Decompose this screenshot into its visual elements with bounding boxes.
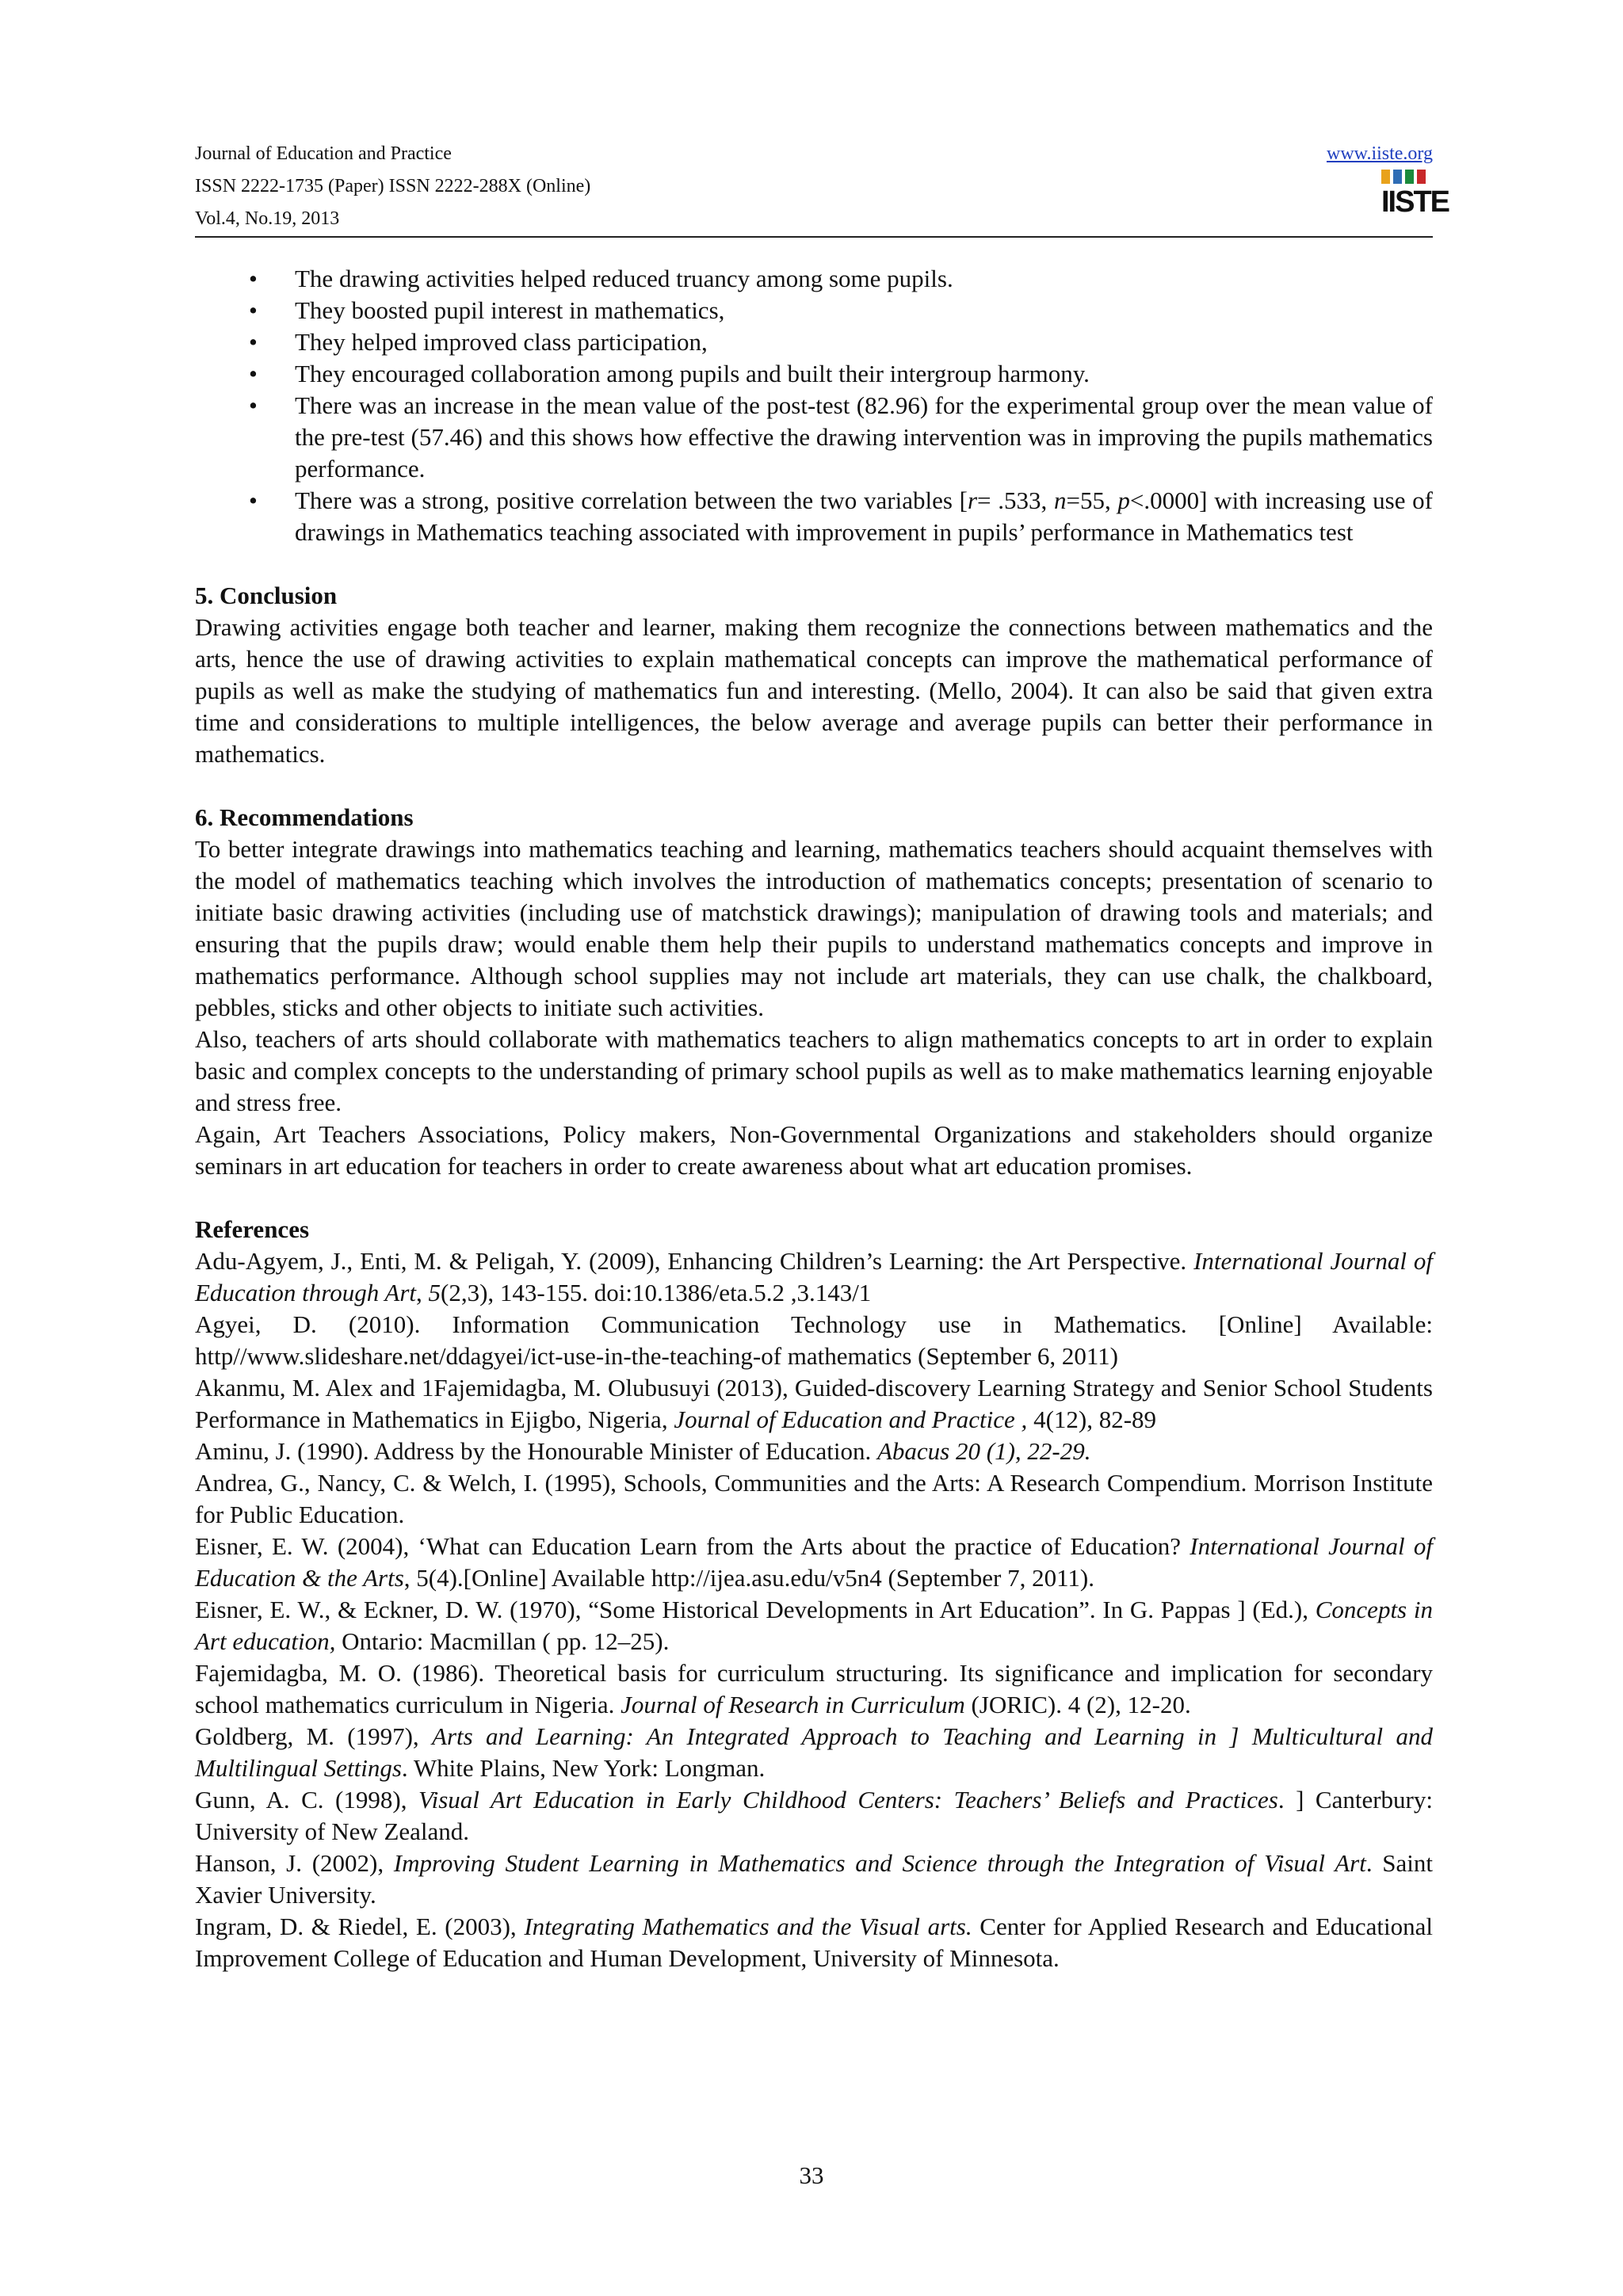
website-link[interactable]: www.iiste.org <box>1327 143 1433 164</box>
conclusion-heading: 5. Conclusion <box>195 582 338 609</box>
list-item: • There was an increase in the mean value of the post-test (82.96) for the experimental group over the mean value of the pre-test (57.46) and this shows how effective the drawing intervention was in improving the pupils mathematics performance. <box>249 391 1433 482</box>
reference-item: Hanson, J. (2002), Improving Student Learning in Mathematics and Science through the Integration of Visual Art. Saint Xavier University. <box>195 1849 1433 1909</box>
list-item: • They boosted pupil interest in mathematics, <box>249 296 725 324</box>
journal-volume: Vol.4, No.19, 2013 <box>195 208 340 229</box>
findings-list <box>195 263 1433 548</box>
recommendations-paragraph: To better integrate drawings into mathematics teaching and learning, mathematics teachers should acquaint themselves with the model of mathematics teaching which involves the introduction of mathematics concepts; presentation of scenario to initiate basic drawing activities (including use of matchstick drawings); manipulation of drawing tools and materials; and ensuring that the pupils draw; would enable them help their pupils to understand mathematics concepts and improve in mathematics performance. Although school supplies may not include art materials, they can use chalk, the chalkboard, pebbles, sticks and other objects to initiate such activities. <box>195 835 1433 1021</box>
journal-title: Journal of Education and Practice <box>195 143 452 164</box>
list-item: • They encouraged collaboration among pupils and built their intergroup harmony. <box>249 360 1090 387</box>
page-content <box>195 263 1433 1974</box>
iiste-logo <box>1381 170 1449 225</box>
reference-item: Eisner, E. W., & Eckner, D. W. (1970), “Some Historical Developments in Art Education”. In G. Pappas ] (Ed.), Concepts in Art education, Ontario: Macmillan ( pp. 12–25). <box>195 1596 1433 1655</box>
page-number: 33 <box>799 2161 824 2189</box>
reference-item: Goldberg, M. (1997), Arts and Learning: An Integrated Approach to Teaching and Learning in ] Multicultural and Multilingual Settings. White Plains, New York: Longman. <box>195 1722 1433 1782</box>
conclusion-text: Drawing activities engage both teacher and learner, making them recognize the connections between mathematics and the arts, hence the use of drawing activities to explain mathematical concepts can improve the mathematical performance of pupils as well as make the studying of mathematics fun and interesting. (Mello, 2004). It can also be said that given extra time and considerations to multiple intelligences, the below average and average pupils can better their performance in mathematics. <box>195 613 1433 768</box>
header-rule <box>195 236 1433 238</box>
logo-color-bars <box>1381 170 1434 184</box>
reference-item: Akanmu, M. Alex and 1Fajemidagba, M. Olubusuyi (2013), Guided-discovery Learning Strategy and Senior School Students Performance in Mathematics in Ejigbo, Nigeria, Journal of Education and Practice , 4(12), 82-89 <box>195 1374 1433 1433</box>
list-item: • The drawing activities helped reduced truancy among some pupils. <box>249 265 953 292</box>
references-list <box>195 1245 1433 1974</box>
references-heading: References <box>195 1215 310 1243</box>
journal-issn: ISSN 2222-1735 (Paper) ISSN 2222-288X (Online) <box>195 176 591 196</box>
reference-item: Gunn, A. C. (1998), Visual Art Education in Early Childhood Centers: Teachers’ Beliefs and Practices. ] Canterbury: University of New Zealand. <box>195 1786 1433 1845</box>
logo-bar <box>1381 170 1390 184</box>
journal-header <box>195 138 590 235</box>
logo-wordmark: IISTE <box>1381 185 1449 219</box>
reference-item: Andrea, G., Nancy, C. & Welch, I. (1995), Schools, Communities and the Arts: A Research Compendium. Morrison Institute for Public Education. <box>195 1469 1433 1528</box>
reference-item: Adu-Agyem, J., Enti, M. & Peligah, Y. (2009), Enhancing Children’s Learning: the Art Perspective. International Journal of Education through Art, 5(2,3), 143-155. doi:10.1386/eta.5.2 ,3.143/1 <box>195 1247 1433 1306</box>
reference-item: Agyei, D. (2010). Information Communication Technology use in Mathematics. [Online] Available: http//www.slideshare.net/ddagyei/ict-use-in-the-teaching-of mathematics (September 6, 2011) <box>195 1310 1433 1370</box>
recommendations-paragraph: Again, Art Teachers Associations, Policy makers, Non-Governmental Organizations and stakeholders should organize seminars in art education for teachers in order to create awareness about what art education promises. <box>195 1120 1433 1180</box>
logo-bar <box>1405 170 1414 184</box>
reference-item: Ingram, D. & Riedel, E. (2003), Integrating Mathematics and the Visual arts. Center for Applied Research and Educational Improvement College of Education and Human Development, University of Minnesota. <box>195 1913 1434 1972</box>
recommendations-heading: 6. Recommendations <box>195 803 414 831</box>
recommendations-paragraph: Also, teachers of arts should collaborate with mathematics teachers to align mathematics concepts to art in order to explain basic and complex concepts to the understanding of primary school pupils as well as to make mathematics learning enjoyable and stress free. <box>195 1025 1433 1116</box>
reference-item: Aminu, J. (1990). Address by the Honourable Minister of Education. Abacus 20 (1), 22-29. <box>195 1437 1091 1465</box>
reference-item: Eisner, E. W. (2004), ‘What can Education Learn from the Arts about the practice of Education? International Journal of Education & the Arts, 5(4).[Online] Available http://ijea.asu.edu/v5n4 (September 7, 2011). <box>195 1532 1433 1592</box>
logo-bar <box>1393 170 1402 184</box>
list-item: • They helped improved class participation, <box>249 328 708 356</box>
list-item: • There was a strong, positive correlation between the two variables [r= .533, n=55, p<.0000] with increasing use of drawings in Mathematics teaching associated with improvement in pupils’ performance in Mathematics test <box>249 486 1433 546</box>
reference-item: Fajemidagba, M. O. (1986). Theoretical basis for curriculum structuring. Its significance and implication for secondary school mathematics curriculum in Nigeria. Journal of Research in Curriculum (JORIC). 4 (2), 12-20. <box>195 1659 1433 1718</box>
logo-bar <box>1417 170 1426 184</box>
